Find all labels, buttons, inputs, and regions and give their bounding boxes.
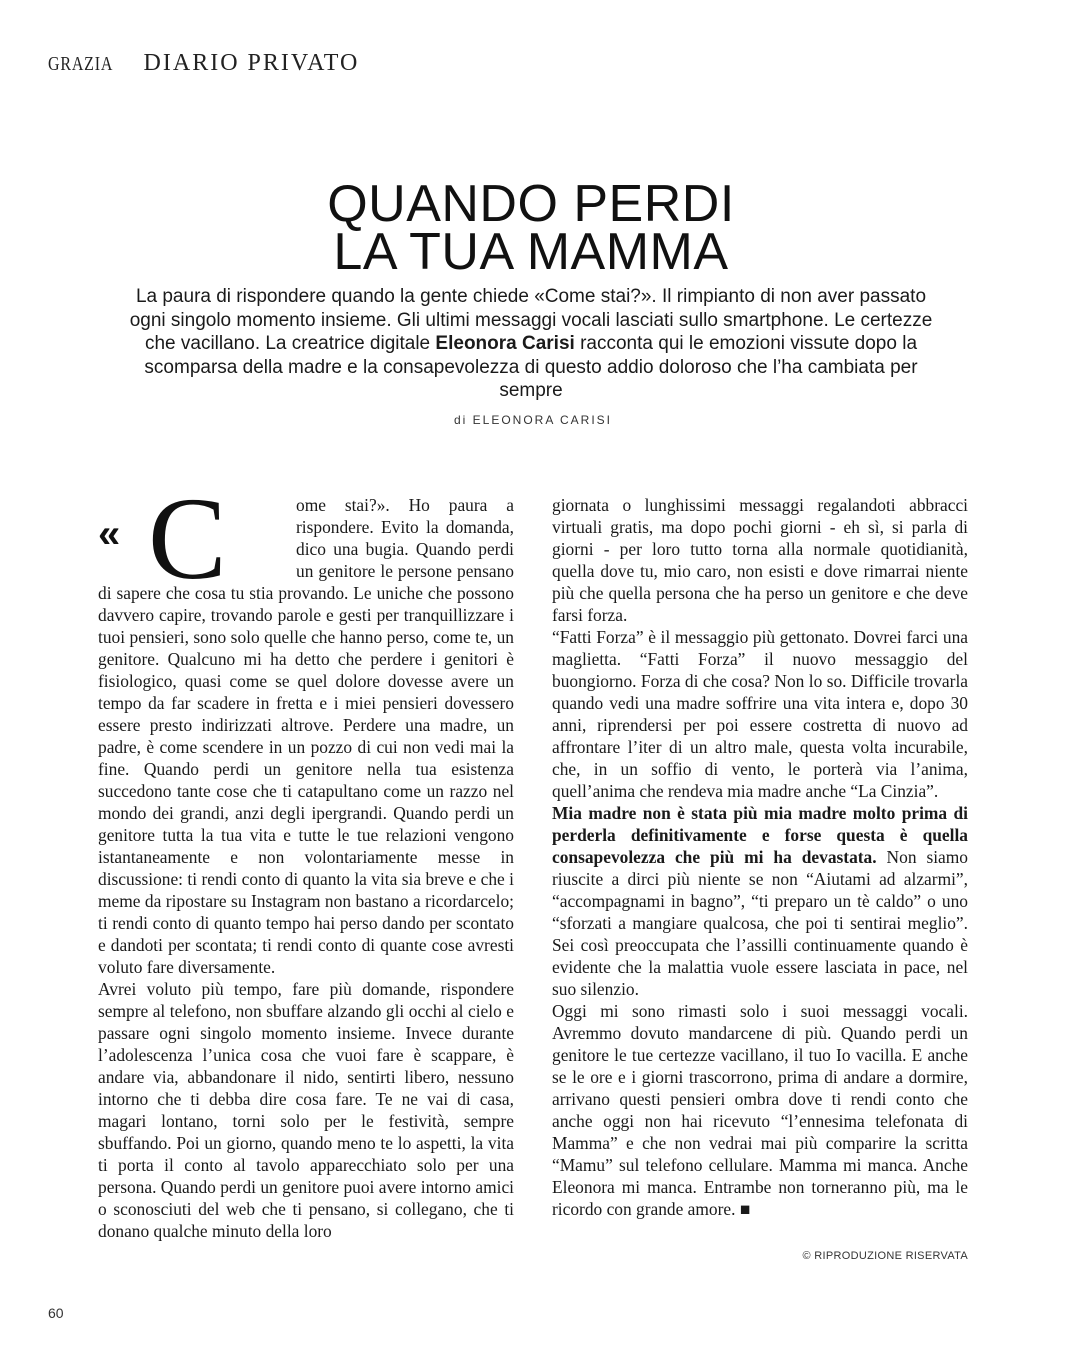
section-name: DIARIO PRIVATO — [143, 50, 360, 76]
paragraph-5 — [552, 802, 968, 1000]
author-name: Eleonora Carisi — [435, 333, 575, 354]
paragraph-4: “Fatti Forza” è il messaggio più gettonato. Dovrei farci una maglietta. “Fatti Forza” il nuovo messaggio del buongiorno. Forza di che cosa? Non lo so. Difficile trovarla quando vedi una madre soffrire una vita intera e, dopo 30 anni, riprendersi per poi essere costretta di nuovo ad affrontare l’iter di un altro male, questa volta incurabile, che, in un soffio di vento, le porterà via l’anima, quell’anima che rendeva mia madre anche “La Cinzia”. — [552, 627, 968, 801]
standfirst — [128, 285, 934, 403]
title-line-2: LA TUA MAMMA — [333, 223, 729, 281]
drop-cap-quote: « — [98, 512, 115, 556]
paragraph-6 — [552, 1000, 968, 1220]
paragraph-5-text: Non siamo riuscite a dirci più niente se non “Aiutami ad alzarmi”, “accompagnami in bagno”, “ti preparo un tè caldo” o uno “sforzati a mangiare qualcosa, che poi ti sentirai meglio”. Sei così preoccupata che l’assilli continuamente quando è evidente che la malattia vuole essere lasciata in pace, nel suo silenzio. — [552, 847, 969, 999]
page-number: 60 — [48, 1305, 64, 1321]
end-mark: ■ — [739, 1199, 751, 1219]
copyright-notice: © RIPRODUZIONE RISERVATA — [802, 1250, 968, 1262]
paragraph-5-bold: Mia madre non è stata più mia madre molto prima di perderla definitivamente e forse questa è quella consapevolezza che più mi ha devastata. — [552, 803, 968, 867]
paragraph-1: ome stai?». Ho paura a rispondere. Evito la domanda, dico una bugia. Quando perdi un genitore le persone pensano di sapere che cosa tu stia provando. Le uniche che possono davvero capire, trovando parole e gesti per tranquillizzare i tuoi pensieri, sono solo quelle che hanno perso, come te, un genitore. Qualcuno mi ha detto che perdere i genitori è fisiologico, quasi come se quel dolore dovesse avere un tempo da far scadere in fretta e i miei pensieri dovessero essere presto indirizzati altrove. Perdere una madre, un padre, è come scendere in un pozzo di cui non vedi mai la fine. Quando perdi un genitore nella tua esistenza succedono tante cose che ti catapultano come un razzo nel mondo dei grandi, anzi degli ipergrandi. Quando perdi un genitore tutta la tua vita e tutte le tue relazioni vengono istantaneamente e non volontariamente messe in discussione: ti rendi conto di quanto la vita sia breve e che i meme da ripostare su Instagram non bastano a ricordarcelo; ti rendi conto di quanto tempo hai perso dando per scontato e dandoti per scontata; ti rendi conto di quante cose avresti voluto fare diversamente. — [98, 495, 514, 977]
paragraph-2: Avrei voluto più tempo, fare più domande, rispondere sempre al telefono, non sbuffare alzando gli occhi al cielo e passare ogni singolo momento insieme. Invece durante l’adolescenza l’unica cosa che vuoi fare è scappare, è andare via, abbandonare il nido, sentirti libero, nessuno intorno che ti debba dire cosa fare. Te ne vai di casa, magari lontano, torni solo per le festività, sempre sbuffando. Poi un giorno, quando meno te lo aspetti, la vita ti porta il conto al tavolo apparecchiato solo per una persona. Quando perdi un genitore puoi avere intorno amici o sconosciuti del web che ti pensano, si collegano, che ti donano qualche minuto della loro — [98, 979, 514, 1241]
paragraph-6-text: Oggi mi sono rimasti solo i suoi messaggi vocali. Avremmo dovuto mandarcene di più. Quando perdi un genitore le tue certezze vacillano, il tuo Io vacilla. E anche se le ore e i giorni trascorrono, prima di andare a dormire, arrivano questi pensieri ombra dove ti rendi conto che anche oggi non hai ricevuto “l’ennesima telefonata di Mamma” e che non vedrai mai più comparire la scritta “Mamu” sul telefono cellulare. Mamma mi manca. Anche Eleonora mi manca. Entrambe non torneranno più, ma le ricordo con grande amore. — [552, 1001, 968, 1219]
drop-cap — [98, 473, 290, 604]
magazine-logo: GRAZIA — [48, 53, 114, 75]
section-header — [48, 50, 359, 77]
paragraph-3: giornata o lunghissimi messaggi regalandoti abbracci virtuali gratis, ma dopo pochi giorni - eh sì, si parla di giorni - per loro tutto torna alla normale quotidianità, quella dove tu, mio caro, non esisti e dove rimarrai niente più che quella persona che ha perso un genitore e che deve farsi forza. — [552, 495, 968, 625]
standfirst-text-2: racconta qui le emozioni vissute dopo la scomparsa della madre e la consapevolezza di questo addio doloroso che l’ha cambiata per sempre — [144, 333, 918, 401]
article-column-left — [98, 473, 514, 1242]
article-column-right — [552, 494, 968, 1220]
drop-cap-letter: C — [148, 473, 227, 604]
byline: di ELEONORA CARISI — [453, 413, 613, 427]
article-title — [0, 175, 1062, 281]
title-line-1: QUANDO PERDI — [327, 175, 735, 233]
standfirst-text-1: La paura di rispondere quando la gente chiede «Come stai?». Il rimpianto di non aver passato ogni singolo momento insieme. Gli ultimi messaggi vocali lasciati sullo smartphone. Le certezze che vacillano. La creatrice digitale — [129, 286, 933, 354]
